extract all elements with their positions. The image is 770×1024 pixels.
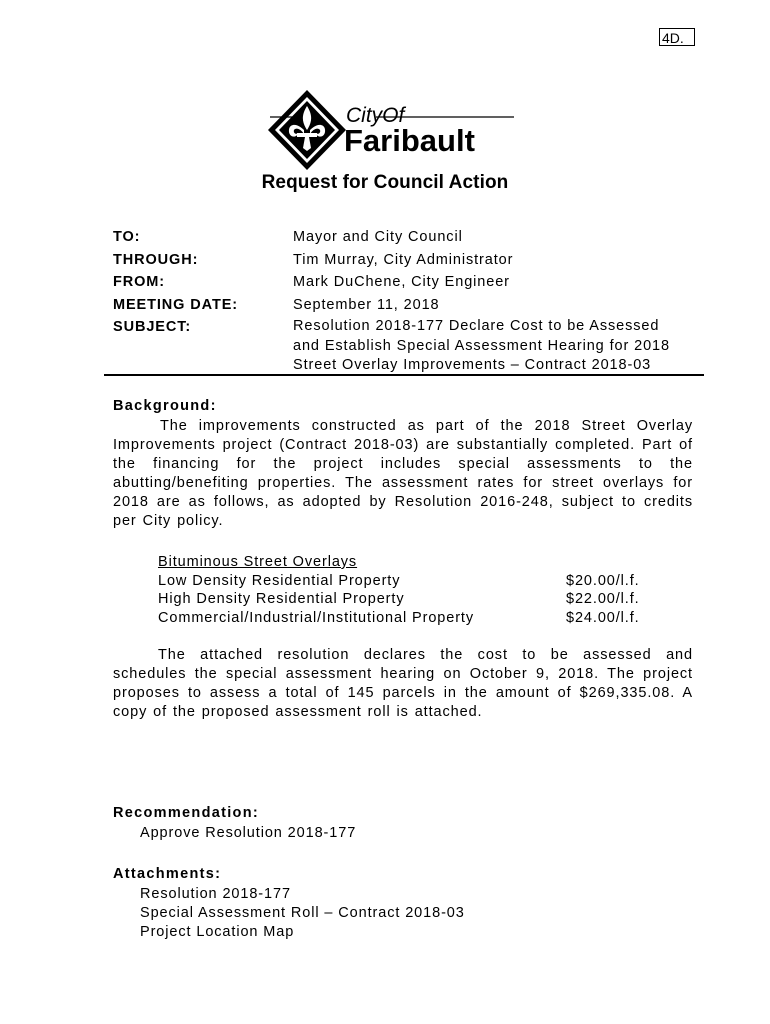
attachment-item: Project Location Map: [140, 924, 295, 940]
rate-value: $20.00/l.f.: [566, 572, 640, 589]
from-value: Mark DuChene, City Engineer: [293, 274, 510, 290]
subject-line: Street Overlay Improvements – Contract 2018-03: [293, 357, 652, 373]
through-label: THROUGH:: [113, 251, 199, 268]
through-value: Tim Murray, City Administrator: [293, 251, 514, 268]
subject-label: SUBJECT:: [113, 319, 192, 335]
attachments-section: [113, 866, 693, 942]
assessment-rates: [158, 553, 658, 627]
subject-line: and Establish Special Assessment Hearing for 2018: [293, 337, 670, 354]
header-row-to: [113, 226, 703, 249]
attachment-item: Resolution 2018-177: [140, 886, 291, 902]
logo-small-text: CityOf: [346, 104, 405, 127]
header-row-date: [113, 294, 703, 317]
to-label: TO:: [113, 229, 141, 245]
resolution-paragraph: The attached resolution declares the cost to be assessed and schedules the special assessment hearing on October 9, 2018. The project proposes to assess a total of 145 parcels in the amount of $269,335.08. A copy of the proposed assessment roll is attached.: [113, 647, 693, 720]
rate-row: [158, 590, 658, 609]
background-paragraph: The improvements constructed as part of the 2018 Street Overlay Improvements project (Contract 2018-03) are substantially completed. Part of the financing for the project includes special assessments to the abutting/benefiting properties. The assessment rates for street overlays for 2018 are as follows, as adopted by Resolution 2016-248, subject to credits per City policy.: [113, 418, 693, 529]
attachments-heading: Attachments:: [113, 866, 222, 882]
recommendation-section: [113, 805, 693, 843]
meeting-date-label: MEETING DATE:: [113, 296, 239, 313]
rates-title: Bituminous Street Overlays: [158, 554, 358, 570]
subject-line: Resolution 2018-177 Declare Cost to be Assessed: [293, 318, 660, 334]
city-logo: [266, 88, 516, 174]
header-row-from: [113, 271, 703, 294]
logo-large-text: Faribault: [344, 123, 475, 158]
rate-row: [158, 609, 658, 628]
page-title: Request for Council Action: [261, 172, 509, 193]
agenda-item-tag: 4D.: [659, 28, 695, 46]
rate-value: $24.00/l.f.: [566, 609, 640, 626]
from-label: FROM:: [113, 274, 166, 290]
background-section: [113, 398, 693, 531]
header-row-through: [113, 249, 703, 272]
resolution-summary: [113, 646, 693, 722]
meeting-date-value: September 11, 2018: [293, 296, 440, 313]
attachment-item: Special Assessment Roll – Contract 2018-03: [140, 905, 465, 921]
background-heading: Background:: [113, 398, 217, 414]
to-value: Mayor and City Council: [293, 229, 463, 245]
header-divider: [104, 374, 704, 376]
recommendation-heading: Recommendation:: [113, 805, 259, 821]
rate-value: $22.00/l.f.: [566, 591, 640, 607]
memo-header: [113, 226, 703, 376]
recommendation-text: Approve Resolution 2018-177: [140, 825, 357, 841]
rate-name: Low Density Residential Property: [158, 572, 401, 589]
header-row-subject: [113, 316, 703, 376]
rate-name: Commercial/Industrial/Institutional Property: [158, 609, 475, 626]
subject-value: [293, 316, 703, 376]
rate-row: [158, 572, 658, 591]
rate-name: High Density Residential Property: [158, 591, 405, 607]
fleur-de-lis-icon: [266, 88, 516, 174]
